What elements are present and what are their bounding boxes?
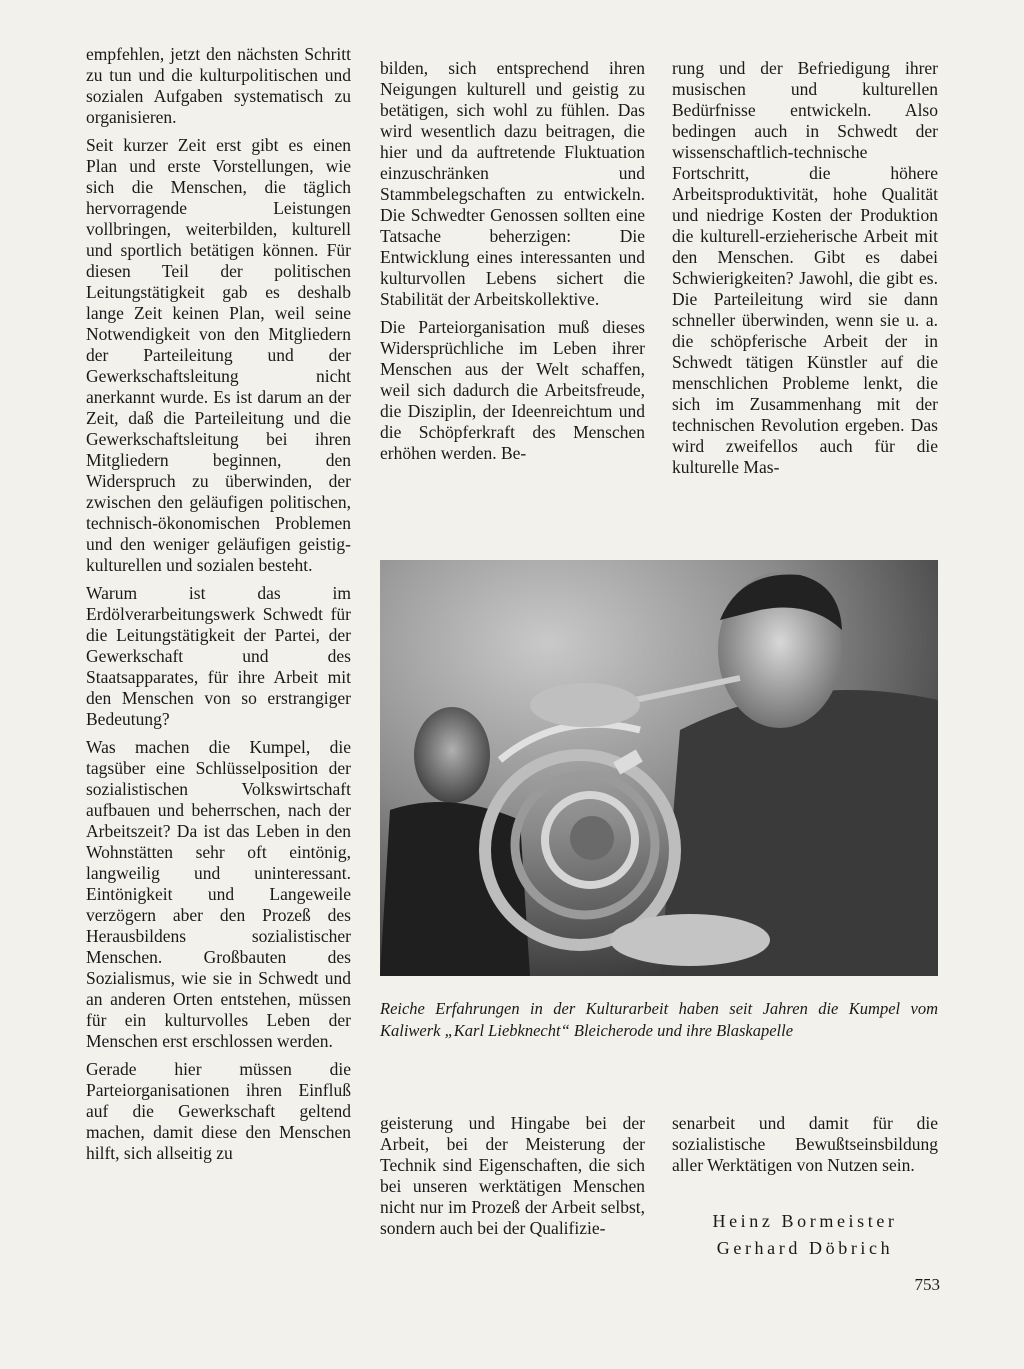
author-name: Heinz Bormeister xyxy=(712,1211,898,1231)
paragraph: Seit kurzer Zeit erst gibt es einen Plan und erste Vorstellungen, wie sich die Menschen, die täglich hervorragende Leistungen vollbringen, weiterbilden, kulturell und sportlich betätigen können. Für diesen Teil der politischen Leitungstätigkeit gab es deshalb lange Zeit keinen Plan, weil seine Notwendigkeit von den Mitgliedern der Parteileitung und der Gewerkschaftsleitung nicht anerkannt wurde. Es ist darum an der Zeit, daß die Parteileitung und die Gewerkschaftsleitung bei ihren Mitgliedern beginnen, den Widerspruch zu überwinden, der zwischen den geläufigen politischen, technisch-ökonomischen Problemen und den weniger geläufigen geistig-kulturellen und sozialen besteht. xyxy=(86,135,351,575)
author-name: Gerhard Döbrich xyxy=(716,1238,894,1258)
paragraph: senarbeit und damit für die sozialistische Bewußtseinsbildung aller Werktätigen von Nutzen sein. xyxy=(672,1113,938,1175)
photo-image xyxy=(380,560,938,976)
text-column-2 xyxy=(380,58,645,471)
paragraph: bilden, sich entsprechend ihren Neigungen kulturell und geistig zu betätigen, sich wohl zu fühlen. Das wird wesentlich dazu beitragen, die hier und da auftretende Fluktuation einzuschränken und Stammbelegschaften zu entwickeln. Die Schwedter Genossen sollten eine Tatsache beherzigen: Die Entwicklung eines interessanten und kulturvollen Lebens sichert die Stabilität der Arbeitskollektive. xyxy=(380,58,645,309)
horn-player-photo xyxy=(380,560,938,976)
paragraph: geisterung und Hingabe bei der Arbeit, bei der Meisterung der Technik sind Eigenschaften, die sich bei unseren werktätigen Menschen nicht nur im Prozeß der Arbeit selbst, sondern auch bei der Qualifizie- xyxy=(380,1113,645,1238)
paragraph: rung und der Befriedigung ihrer musischen und kulturellen Bedürfnisse entwickeln. Also bedingen auch in Schwedt der wissenschaftlich-technische Fortschritt, die höhere Arbeitsproduktivität, hohe Qualität und niedrige Kosten der Produktion die kulturell-erzieherische Arbeit mit den Menschen. Gibt es dabei Schwierigkeiten? Jawohl, die gibt es. Die Parteileitung wird sie dann schneller überwinden, wenn sie u. a. die schöpferische Arbeit der in Schwedt tätigen Künstler auf die menschlichen Probleme lenkt, die sich im Zusammenhang mit der technischen Revolution ergeben. Das wird zweifellos auch für die kulturelle Mas- xyxy=(672,58,938,477)
paragraph: Was machen die Kumpel, die tagsüber eine Schlüsselposition der sozialistischen Volkswirtschaft aufbauen und beherrschen, nach der Arbeitszeit? Da ist das Leben in den Wohnstätten sehr oft eintönig, langweilig und uninteressant. Eintönigkeit und Langeweile verzögern aber den Prozeß des Herausbildens sozialistischer Menschen. Großbauten des Sozialismus, wie sie in Schwedt und an anderen Orten entstehen, müssen für ein kulturvolles Leben der Menschen erst erschlossen werden. xyxy=(86,737,351,1051)
photo-caption: Reiche Erfahrungen in der Kulturarbeit haben seit Jahren die Kumpel vom Kaliwerk „Karl Liebknecht“ Bleicherode und ihre Blaskapelle xyxy=(380,999,938,1040)
author-signature xyxy=(672,1208,938,1262)
paragraph: Warum ist das im Erdölverarbeitungswerk Schwedt für die Leitungstätigkeit der Partei, der Gewerkschaft und des Staatsapparates, für ihre Arbeit mit den Menschen von so erstrangiger Bedeutung? xyxy=(86,583,351,729)
paragraph: Die Parteiorganisation muß dieses Widersprüchliche im Leben ihrer Menschen aus der Welt schaffen, weil sich dadurch die Arbeitsfreude, die Disziplin, der Ideenreichtum und die Schöpferkraft des Menschen erhöhen werden. Be- xyxy=(380,317,645,463)
text-column-3-bottom xyxy=(672,1113,938,1183)
text-column-1 xyxy=(86,44,351,1171)
text-column-2-bottom xyxy=(380,1113,645,1246)
paragraph: empfehlen, jetzt den nächsten Schritt zu tun und die kulturpolitischen und sozialen Aufgaben systematisch zu organisieren. xyxy=(86,44,351,127)
text-column-3 xyxy=(672,58,938,485)
page-number: 753 xyxy=(914,1275,940,1294)
paragraph: Gerade hier müssen die Parteiorganisationen ihren Einfluß auf die Gewerkschaft geltend machen, damit diese den Menschen hilft, sich allseitig zu xyxy=(86,1059,351,1163)
